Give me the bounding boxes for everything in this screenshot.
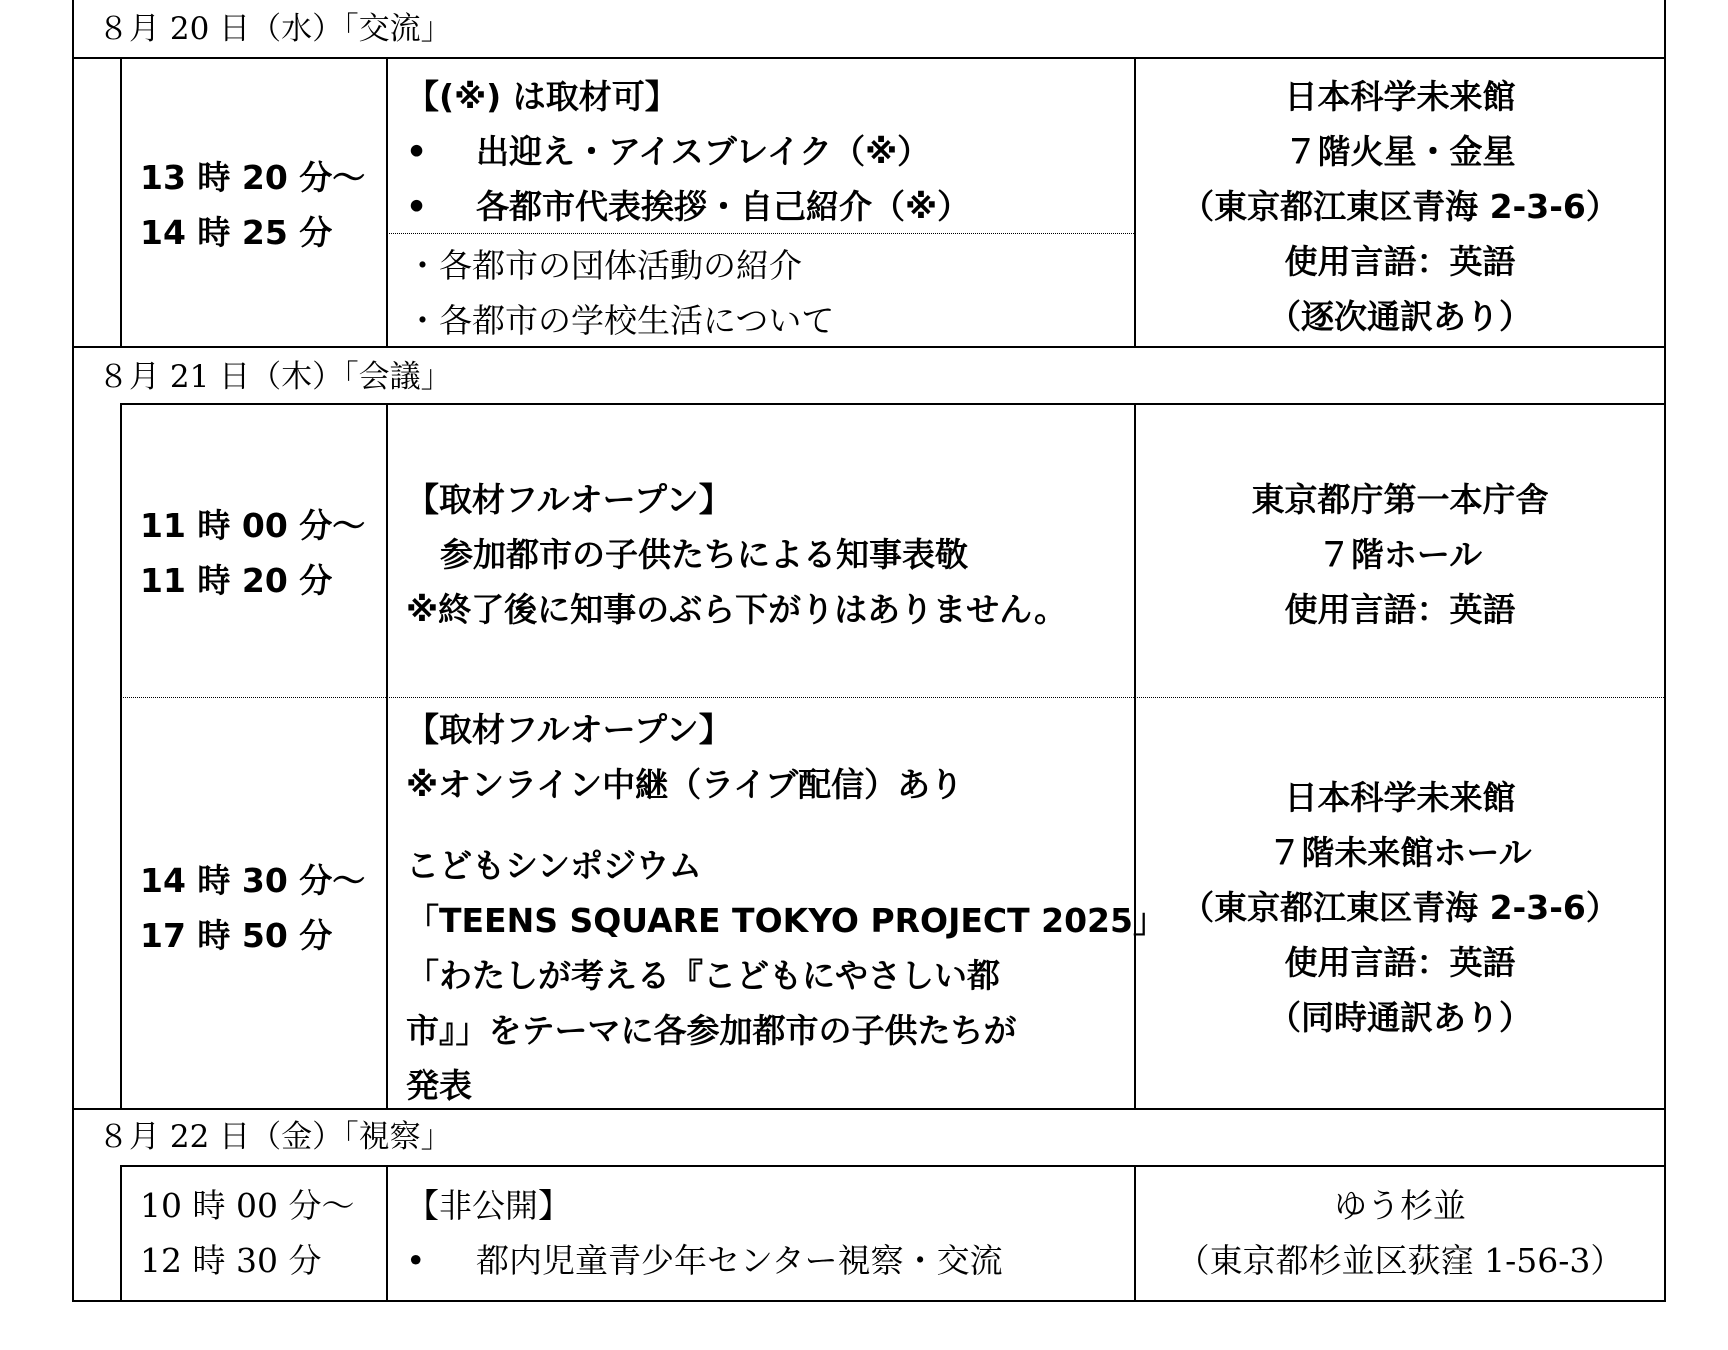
event-theme: 市』」をテーマに各参加都市の子供たちが xyxy=(406,1011,1017,1050)
language: 使用言語：英語 xyxy=(1284,590,1516,629)
session-time-start: 14 時 30 分～ xyxy=(140,861,366,900)
divider xyxy=(120,1165,1666,1167)
press-note: 【非公開】 xyxy=(406,1186,571,1225)
venue-name: 日本科学未来館 xyxy=(1284,778,1516,817)
venue-name: 日本科学未来館 xyxy=(1284,77,1516,116)
column-line xyxy=(386,403,388,1108)
press-note: 【取材フルオープン】 xyxy=(406,710,732,749)
session-time-end: 14 時 25 分 xyxy=(140,213,333,252)
event-title: こどもシンポジウム xyxy=(406,846,702,885)
column-line xyxy=(386,57,388,346)
venue-name: 東京都庁第一本庁舎 xyxy=(1251,480,1549,519)
event-subtitle: 「TEENS SQUARE TOKYO PROJECT 2025」 xyxy=(406,901,1166,940)
session-time-start: 11 時 00 分～ xyxy=(140,506,366,545)
day-header: ８月 21 日（木）「会議」 xyxy=(98,359,452,395)
session-time-start: 13 時 20 分～ xyxy=(140,158,366,197)
detail-item: • 都内児童青少年センター視察・交流 xyxy=(406,1233,1003,1288)
language: 使用言語：英語 xyxy=(1284,943,1516,982)
session-time-end: 11 時 20 分 xyxy=(140,561,333,600)
language: 使用言語：英語 xyxy=(1284,242,1516,281)
session-time-end: 17 時 50 分 xyxy=(140,916,333,955)
event-theme: 発表 xyxy=(406,1066,472,1105)
venue-room: ７階火星・金星 xyxy=(1284,132,1516,171)
press-note: 【(※) は取材可】 xyxy=(406,77,678,116)
column-line xyxy=(120,57,122,346)
venue-address: （東京都江東区青海 2-3-6） xyxy=(1181,888,1619,927)
venue-address: （東京都杉並区荻窪 1-56-3） xyxy=(1176,1241,1624,1280)
session-time-end: 12 時 30 分 xyxy=(140,1241,322,1280)
detail-item: 参加都市の子供たちによる知事表敬 xyxy=(440,535,968,574)
detail-item: • 各都市代表挨拶・自己紹介（※） xyxy=(406,179,970,234)
venue-name: ゆう杉並 xyxy=(1334,1186,1466,1225)
interpretation: （同時通訳あり） xyxy=(1268,998,1532,1037)
column-line xyxy=(120,403,122,1108)
event-theme: 「わたしが考える『こどもにやさしい都 xyxy=(406,956,1000,995)
detail-note: ※終了後に知事のぶら下がりはありません。 xyxy=(406,590,1068,629)
interpretation: （逐次通訳あり） xyxy=(1268,297,1532,336)
column-line xyxy=(386,1165,388,1302)
detail-note: ※オンライン中継（ライブ配信）あり xyxy=(406,765,964,804)
day-header: ８月 20 日（水）「交流」 xyxy=(98,11,452,47)
divider xyxy=(72,346,1666,348)
detail-item: ・各都市の学校生活について xyxy=(406,301,835,340)
venue-room: ７階未来館ホール xyxy=(1268,833,1532,872)
venue-address: （東京都江東区青海 2-3-6） xyxy=(1181,187,1619,226)
divider xyxy=(72,57,1666,59)
detail-item: • 出迎え・アイスブレイク（※） xyxy=(406,124,930,179)
dotted-divider xyxy=(120,697,1666,698)
press-note: 【取材フルオープン】 xyxy=(406,480,732,519)
column-line xyxy=(120,1165,122,1302)
detail-item: ・各都市の団体活動の紹介 xyxy=(406,246,802,285)
venue-room: ７階ホール xyxy=(1317,535,1483,574)
day-header: ８月 22 日（金）「視察」 xyxy=(98,1119,452,1155)
session-time-start: 10 時 00 分～ xyxy=(140,1186,355,1225)
